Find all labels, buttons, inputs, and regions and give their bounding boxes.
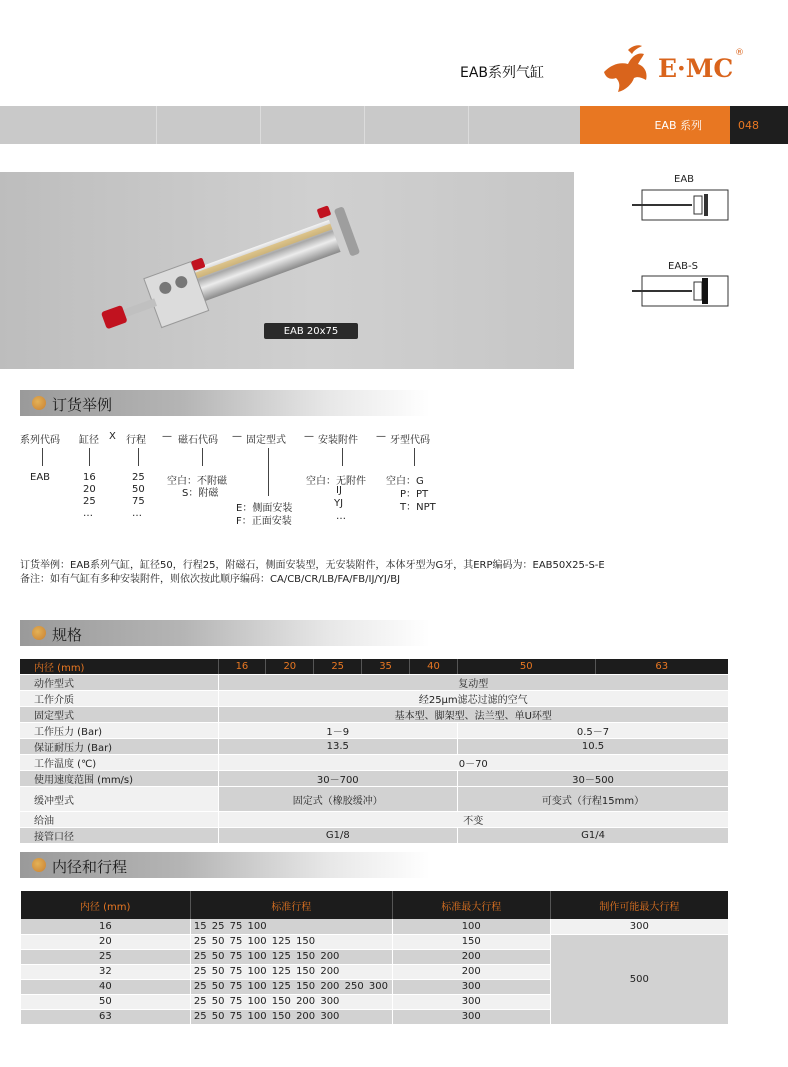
table-row: 25 25 50 75 100 125 150 200 200 <box>21 949 729 964</box>
spec-header-row <box>20 659 728 675</box>
spec-row: 接管口径 G1/8 G1/4 <box>20 828 728 844</box>
spec-row: 缓冲型式 固定式（橡胶缓冲） 可变式（行程15mm） <box>20 787 728 812</box>
thread-option: P：PT <box>400 489 429 500</box>
code-label-magnet: 磁石代码 <box>178 435 218 446</box>
eab-s-cylinder-diagram-icon <box>632 274 732 310</box>
stroke-option: 75 <box>132 496 145 507</box>
bore-header: 25 <box>314 659 362 675</box>
table-row: 16 15 25 75 100 100 300 <box>21 919 729 934</box>
accessory-option: IJ <box>336 485 342 496</box>
bore-header: 16 <box>218 659 266 675</box>
section-bullet-icon <box>32 626 46 640</box>
section-header-spec: 规格 <box>20 620 430 646</box>
mount-option: E：侧面安装 <box>236 503 293 514</box>
bore-header: 35 <box>362 659 410 675</box>
stroke-header-possible-max: 制作可能最大行程 <box>550 891 728 919</box>
stroke-option: 25 <box>132 472 145 483</box>
code-label-thread: 牙型代码 <box>390 435 430 446</box>
spec-row: 保证耐压力 (Bar) 13.5 10.5 <box>20 739 728 755</box>
brand-logo-text: E·MC <box>658 54 734 83</box>
code-label-stroke: 行程 <box>126 435 146 446</box>
band-divider <box>468 106 469 144</box>
code-dash: — <box>162 431 172 442</box>
section-header-stroke: 内径和行程 <box>20 852 430 878</box>
magnet-option: 空白：不附磁 <box>167 476 227 487</box>
band-divider <box>260 106 261 144</box>
spec-row: 工作介质 经25μm滤芯过滤的空气 <box>20 691 728 707</box>
spec-row: 固定型式 基本型、脚架型、法兰型、单U环型 <box>20 707 728 723</box>
band-divider <box>156 106 157 144</box>
table-row: 40 25 50 75 100 125 150 200 250 300 300 <box>21 979 729 994</box>
bore-header: 20 <box>266 659 314 675</box>
accessory-option: 空白：无附件 <box>306 476 366 487</box>
stroke-header-bore: 内径 (mm) <box>21 891 191 919</box>
accessory-option: YJ <box>334 498 344 509</box>
spec-row: 给油 不变 <box>20 812 728 828</box>
page-title: EAB系列气缸 <box>460 65 545 81</box>
stroke-header-standard-max: 标准最大行程 <box>392 891 550 919</box>
order-remark-note: 备注：如有气缸有多种安装附件，则依次按此顺序编码：CA/CB/CR/LB/FA/FB/IJ/YJ/BJ <box>20 574 401 585</box>
code-label-series: 系列代码 <box>20 435 60 446</box>
section-bullet-icon <box>32 396 46 410</box>
thread-option: 空白：G <box>386 476 424 487</box>
diagram-label-eab: EAB <box>674 174 695 185</box>
spec-row: 工作温度 (℃) 0－70 <box>20 755 728 771</box>
code-dash: — <box>232 431 242 442</box>
code-label-bore: 缸径 <box>79 435 99 446</box>
code-dash: — <box>376 431 386 442</box>
spec-row: 动作型式 复动型 <box>20 675 728 691</box>
magnet-option: S：附磁 <box>182 488 219 499</box>
band-divider <box>364 106 365 144</box>
series-code: EAB <box>30 472 51 483</box>
bore-option: 16 <box>83 472 96 483</box>
eab-cylinder-diagram-icon <box>632 188 732 224</box>
stroke-table <box>20 891 728 1025</box>
bore-option: 20 <box>83 484 96 495</box>
series-tab: EAB 系列 <box>580 106 730 144</box>
stroke-option: 50 <box>132 484 145 495</box>
accessory-option: … <box>336 511 346 522</box>
code-dash: — <box>304 431 314 442</box>
table-row: 63 25 50 75 100 150 200 300 300 <box>21 1009 729 1024</box>
registered-mark: ® <box>735 48 744 58</box>
order-example-note: 订货举例：EAB系列气缸，缸径50，行程25，附磁石，侧面安装型，无安装附件，本体牙型为G牙，其ERP编码为：EAB50X25-S-E <box>20 560 605 571</box>
spec-row: 工作压力 (Bar) 1－9 0.5－7 <box>20 723 728 739</box>
spec-row: 使用速度范围 (mm/s) 30－700 30－500 <box>20 771 728 787</box>
bore-option: 25 <box>83 496 96 507</box>
stroke-header-standard: 标准行程 <box>190 891 392 919</box>
thread-option: T：NPT <box>400 502 436 513</box>
diagram-label-eab-s: EAB-S <box>668 261 698 272</box>
table-row: 32 25 50 75 100 125 150 200 200 <box>21 964 729 979</box>
code-label-x: X <box>109 431 116 442</box>
table-row: 50 25 50 75 100 150 200 300 300 <box>21 994 729 1009</box>
spec-header-label: 内径 (mm) <box>20 659 218 675</box>
bore-header: 50 <box>458 659 595 675</box>
photo-tag: EAB 20x75 <box>264 323 358 339</box>
mount-option: F：正面安装 <box>236 516 292 527</box>
page-number: 048 <box>730 106 788 144</box>
bore-header: 63 <box>595 659 728 675</box>
section-header-ordering: 订货举例 <box>20 390 430 416</box>
spec-table <box>20 659 728 844</box>
bore-header: 40 <box>410 659 458 675</box>
table-row: 20 25 50 75 100 125 150 150 500 <box>21 934 729 949</box>
bore-option: … <box>83 508 93 519</box>
cylinder-illustration-icon <box>0 172 574 369</box>
code-label-mount: 固定型式 <box>246 435 286 446</box>
stroke-header-row <box>21 891 729 919</box>
product-photo <box>0 172 574 369</box>
code-label-accessory: 安装附件 <box>318 435 358 446</box>
section-bullet-icon <box>32 858 46 872</box>
stroke-option: … <box>132 508 142 519</box>
